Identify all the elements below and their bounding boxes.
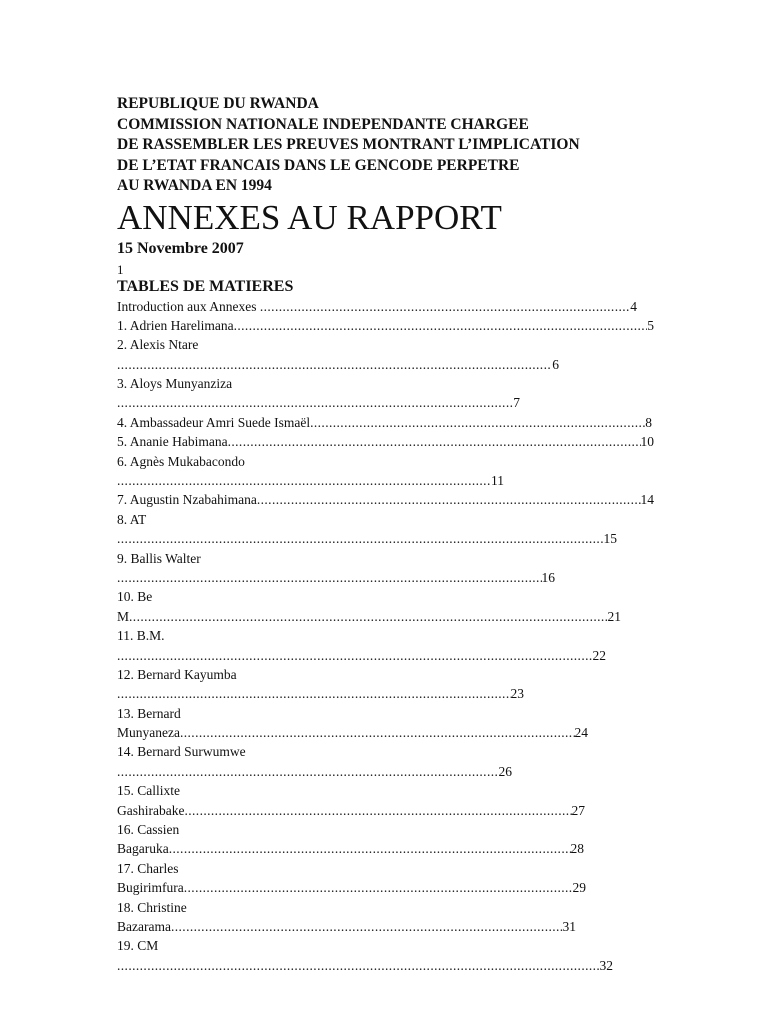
- toc-entry-label: 18. Christine: [117, 899, 187, 915]
- toc-entry[interactable]: [117, 452, 657, 491]
- toc-entry-label: 15. Callixte: [117, 783, 180, 799]
- toc-leader-dots: [184, 878, 573, 897]
- toc-entry[interactable]: [117, 626, 657, 665]
- toc-leader-dots: [117, 956, 600, 975]
- toc-leader-dots: [117, 393, 513, 412]
- toc-entry-label: 2. Alexis Ntare: [117, 337, 199, 353]
- toc-leader-dots: [310, 413, 645, 432]
- toc-entry[interactable]: [117, 335, 657, 374]
- toc-entry-label: 1. Adrien Harelimana: [117, 317, 234, 333]
- toc-entry-label: 6. Agnès Mukabacondo: [117, 453, 245, 469]
- toc-entry-label: 9. Ballis Walter: [117, 550, 201, 566]
- document-title: ANNEXES AU RAPPORT: [117, 197, 502, 237]
- toc-entry[interactable]: [117, 898, 657, 937]
- toc-entry[interactable]: [117, 316, 654, 335]
- header-line-year: AU RWANDA EN 1994: [117, 177, 272, 194]
- toc-entry[interactable]: [117, 704, 657, 743]
- header-line-state: DE L’ETAT FRANCAIS DANS LE GENCODE PERPETRE: [117, 156, 520, 174]
- toc-entry-label: Introduction aux Annexes: [117, 298, 260, 314]
- toc-entry-label-continued: Munyaneza: [117, 725, 180, 741]
- toc-leader-dots: [260, 297, 630, 316]
- toc-entry-page: 26: [498, 763, 512, 779]
- toc-entry-page: 32: [599, 957, 613, 973]
- toc-entry-label: 8. AT: [117, 511, 147, 527]
- toc-entry-label: 4. Ambassadeur Amri Suede Ismaël: [117, 414, 311, 430]
- toc-entry-label-continued: Gashirabake: [117, 802, 185, 818]
- toc-entry[interactable]: [117, 859, 657, 898]
- header-line-country: REPUBLIQUE DU RWANDA: [117, 95, 319, 112]
- toc-entry-label: 17. Charles: [117, 860, 179, 876]
- toc-entry-label: 14. Bernard Surwumwe: [117, 744, 246, 760]
- toc-leader-dots: [257, 490, 641, 509]
- toc-leader-dots: [184, 801, 571, 820]
- toc-entry-page: 14: [640, 492, 654, 508]
- toc-entry-page: 15: [603, 531, 617, 547]
- toc-entry[interactable]: [117, 374, 657, 413]
- toc-entry-label: 19. CM: [117, 938, 159, 954]
- toc-leader-dots: [117, 355, 552, 374]
- toc-entry[interactable]: [117, 510, 657, 549]
- page-number: 1: [117, 261, 124, 277]
- toc-entry-page: 31: [562, 919, 576, 934]
- toc-entry[interactable]: [117, 490, 654, 509]
- table-of-contents: [117, 297, 657, 976]
- toc-entry-label: 10. Be: [117, 589, 153, 605]
- header-line-mandate: DE RASSEMBLER LES PREUVES MONTRANT L’IMPLICATION: [117, 136, 580, 153]
- toc-entry[interactable]: [117, 781, 657, 820]
- toc-entry-label: 12. Bernard Kayumba: [117, 666, 237, 682]
- toc-entry-page: 10: [640, 434, 654, 450]
- toc-entry-page: 21: [607, 608, 621, 624]
- toc-leader-dots: [169, 839, 571, 858]
- toc-entry-page: 27: [571, 802, 585, 818]
- toc-entry-page: 24: [574, 725, 588, 741]
- toc-entry-page: 6: [552, 356, 559, 372]
- toc-entry-label: 16. Cassien: [117, 822, 180, 838]
- toc-entry[interactable]: [117, 413, 652, 432]
- toc-entry-page: 5: [647, 317, 654, 333]
- toc-leader-dots: [234, 316, 648, 335]
- toc-leader-dots: [180, 723, 575, 742]
- toc-heading: TABLES DE MATIERES: [117, 277, 294, 295]
- toc-leader-dots: [117, 684, 511, 703]
- toc-entry-page: 7: [513, 395, 520, 411]
- toc-entry-label-continued: Bagaruka: [117, 841, 169, 857]
- toc-entry-label: 5. Ananie Habimana: [117, 434, 228, 450]
- toc-entry-page: 22: [592, 647, 606, 663]
- toc-leader-dots: [117, 646, 593, 665]
- toc-entry-label: 11. B.M.: [117, 628, 165, 644]
- toc-entry[interactable]: [117, 587, 657, 626]
- toc-entry-label: 3. Aloys Munyanziza: [117, 376, 233, 392]
- toc-entry[interactable]: [117, 297, 637, 316]
- toc-entry-label: 7. Augustin Nzabahimana: [117, 492, 257, 508]
- toc-leader-dots: [171, 917, 563, 936]
- toc-entry[interactable]: [117, 549, 657, 588]
- toc-entry-label: 13. Bernard: [117, 705, 181, 721]
- header-line-commission: COMMISSION NATIONALE INDEPENDANTE CHARGEE: [117, 115, 529, 133]
- toc-entry[interactable]: [117, 936, 657, 975]
- toc-entry-page: 8: [645, 414, 652, 430]
- toc-entry-label-continued: Bazarama: [117, 919, 171, 934]
- toc-leader-dots: [117, 762, 499, 781]
- toc-entry-page: 4: [630, 298, 637, 314]
- toc-entry-page: 16: [541, 569, 555, 585]
- toc-entry[interactable]: [117, 742, 657, 781]
- toc-entry-page: 23: [510, 686, 524, 702]
- toc-leader-dots: [129, 607, 607, 626]
- document-header: [117, 94, 657, 197]
- document-date: 15 Novembre 2007: [117, 239, 244, 257]
- toc-leader-dots: [117, 529, 604, 548]
- toc-entry[interactable]: [117, 432, 654, 451]
- document-page: [117, 94, 657, 975]
- toc-entry[interactable]: [117, 820, 657, 859]
- toc-entry-page: 29: [572, 880, 586, 896]
- toc-entry[interactable]: [117, 665, 657, 704]
- toc-leader-dots: [117, 471, 491, 490]
- toc-entry-page: 11: [491, 473, 504, 489]
- toc-entry-label-continued: Bugirimfura: [117, 880, 184, 896]
- toc-leader-dots: [228, 432, 641, 451]
- toc-leader-dots: [117, 568, 542, 587]
- toc-entry-label-continued: M: [117, 608, 130, 624]
- toc-entry-page: 28: [570, 841, 584, 857]
